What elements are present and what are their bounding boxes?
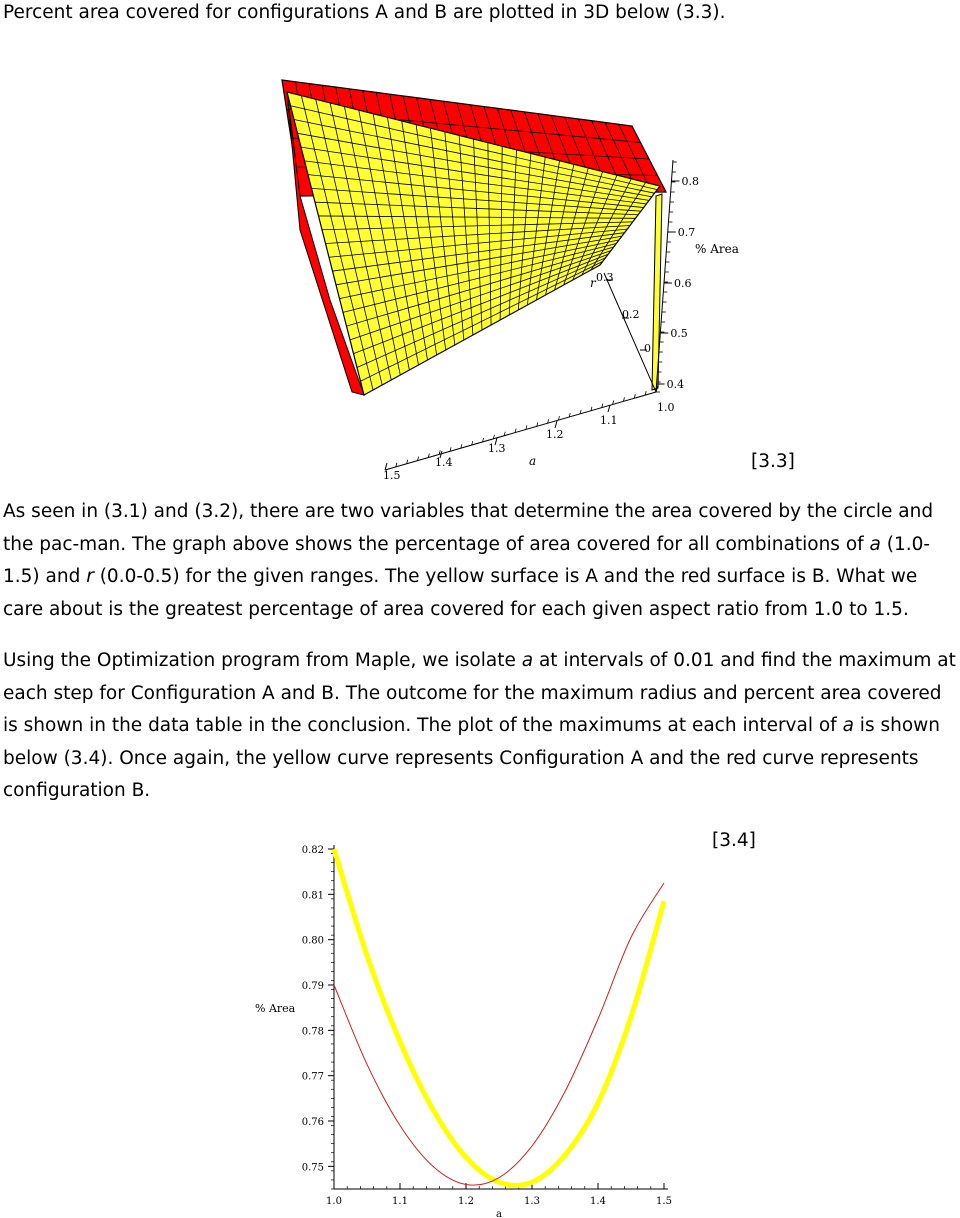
x-tick-label: 1.0 [326,1196,342,1207]
y-tick-label: 0.76 [301,1117,324,1128]
series-configuration-a-line [334,849,664,1185]
intro-text: Percent area covered for configurations A and B are plotted in 3D below (3.3). [3,2,726,23]
y-tick-label: 0.75 [301,1162,324,1174]
paragraph-1: As seen in (3.1) and (3.2), there are two variables that determine the area covered by the circle and the pac-man. The graph above shows the percentage of area covered for all combinations of a (1.0-1.5) and r (0.0-0.5) for the given ranges. The yellow surface is A and the red surface is B. What we care about is the greatest percentage of area covered for each given aspect ratio from 1.0 to 1.5. [3,501,934,620]
a-axis-title: a [529,454,537,468]
a-tick-label: 1.5 [383,469,401,482]
a-tick-label: 1.3 [488,442,506,455]
a-tick-label: 1.4 [435,456,453,469]
z-tick-label: 0.6 [673,277,692,290]
r-tick-label: 0 [644,342,651,355]
r-tick-label: 0.2 [622,308,640,321]
a-tick-label: 1.1 [600,414,618,427]
a-tick-label: 1.2 [546,428,564,441]
figure-3-4-label: [3.4] [712,830,756,851]
paragraph-2: Using the Optimization program from Maple, we isolate a at intervals of 0.01 and find the maximum at each step for Configuration A and B. The outcome for the maximum radius and percent area covered is shown in the data table in the conclusion. The plot of the maximums at each interval of a is shown below (3.4). Once again, the yellow curve represents Configuration A and the red curve represents configuration B. [3,650,956,801]
x-tick-label: 1.3 [524,1196,540,1207]
figure-3-3-label: [3.3] [751,451,795,472]
y-tick-label: 0.82 [301,845,324,856]
z-tick-label: 0.5 [670,327,688,340]
z-tick-label: 0.7 [677,226,696,239]
r-axis-title: r [590,276,596,290]
x-tick-label: 1.1 [392,1196,408,1207]
y-tick-label: 0.78 [301,1026,324,1038]
x-tick-label: 1.2 [458,1196,474,1207]
x-axis-title: a [496,1209,502,1218]
z-tick-label: 0.8 [681,175,699,188]
y-axis-title: % Area [255,1002,296,1015]
chart-series [334,849,664,1185]
r-tick-label: 0.3 [596,271,614,284]
z-tick-label: 0.4 [666,378,685,391]
chart-axes [302,845,672,1207]
a-tick-label: 1.0 [657,401,675,414]
x-tick-label: 1.4 [590,1196,606,1207]
x-tick-label: 1.5 [656,1196,672,1207]
series-configuration-b-line [334,883,664,1185]
y-tick-label: 0.80 [301,935,324,947]
y-tick-label: 0.79 [301,981,324,992]
y-tick-label: 0.81 [301,890,324,902]
z-axis-title: % Area [695,242,739,256]
y-tick-label: 0.77 [301,1071,324,1083]
